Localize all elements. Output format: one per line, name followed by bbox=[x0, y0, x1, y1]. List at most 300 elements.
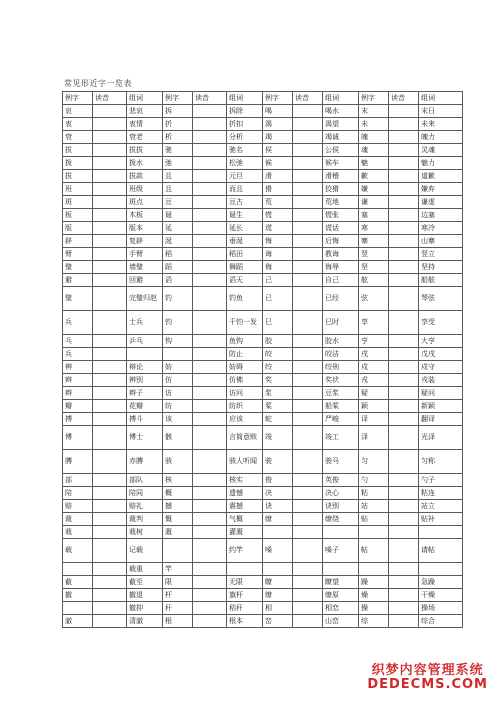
example-char-cell: 板 bbox=[63, 209, 93, 222]
pronunciation-cell bbox=[193, 450, 227, 474]
pronunciation-cell bbox=[93, 426, 127, 450]
example-char-cell: 根 bbox=[163, 615, 193, 628]
pronunciation-cell bbox=[293, 539, 323, 563]
word-example-cell: 奖状 bbox=[323, 374, 359, 387]
word-example-cell: 缭绕 bbox=[323, 513, 359, 526]
pronunciation-cell bbox=[293, 474, 323, 487]
example-char-cell: 谦 bbox=[359, 196, 389, 209]
table-row bbox=[63, 413, 463, 426]
pronunciation-cell bbox=[193, 235, 227, 248]
column-header: 组词 bbox=[227, 92, 263, 105]
example-char-cell: 未 bbox=[359, 118, 389, 131]
pronunciation-cell bbox=[389, 235, 419, 248]
example-char-cell: 谎 bbox=[263, 222, 293, 235]
example-char-cell: 侮 bbox=[263, 261, 293, 274]
pronunciation-cell bbox=[293, 183, 323, 196]
example-char-cell: 匀 bbox=[359, 450, 389, 474]
table-row bbox=[63, 335, 463, 348]
table-row bbox=[63, 487, 463, 500]
site-watermark bbox=[367, 664, 488, 693]
table-row bbox=[63, 144, 463, 157]
word-example-cell: 道歉 bbox=[419, 170, 463, 183]
table-row bbox=[63, 183, 463, 196]
pronunciation-cell bbox=[93, 274, 127, 287]
word-example-cell: 综合 bbox=[419, 615, 463, 628]
example-char-cell: 裁 bbox=[63, 513, 93, 526]
word-example-cell: 延长 bbox=[227, 222, 263, 235]
pronunciation-cell bbox=[293, 105, 323, 118]
word-example-cell: 边塞 bbox=[419, 209, 463, 222]
example-char-cell: 竣 bbox=[263, 426, 293, 450]
word-example-cell: 骏马 bbox=[323, 450, 359, 474]
word-example-cell: 嫌弃 bbox=[419, 183, 463, 196]
word-example-cell: 言简意赅 bbox=[227, 426, 263, 450]
pronunciation-cell bbox=[389, 602, 419, 615]
example-char-cell: 浆 bbox=[263, 387, 293, 400]
example-char-cell: 慌 bbox=[263, 209, 293, 222]
pronunciation-cell bbox=[93, 105, 127, 118]
word-example-cell: 震撼 bbox=[227, 500, 263, 513]
word-example-cell bbox=[323, 526, 359, 539]
word-example-cell: 拔拔 bbox=[127, 144, 163, 157]
word-example-cell: 后悔 bbox=[323, 235, 359, 248]
word-example-cell: 未来 bbox=[419, 118, 463, 131]
pronunciation-cell bbox=[293, 387, 323, 400]
pronunciation-cell bbox=[293, 131, 323, 144]
example-char-cell: 钧 bbox=[163, 311, 193, 335]
word-example-cell: 完璧归赵 bbox=[127, 287, 163, 311]
word-example-cell: 干燥 bbox=[419, 589, 463, 602]
word-example-cell: 山寨 bbox=[419, 235, 463, 248]
example-char-cell: 辫 bbox=[63, 387, 93, 400]
word-example-cell: 墙璧 bbox=[127, 261, 163, 274]
pronunciation-cell bbox=[293, 426, 323, 450]
word-example-cell: 鱼钩 bbox=[227, 335, 263, 348]
pronunciation-cell bbox=[193, 144, 227, 157]
column-header: 组词 bbox=[127, 92, 163, 105]
table-row bbox=[63, 261, 463, 274]
example-char-cell: 综 bbox=[359, 615, 389, 628]
pronunciation-cell bbox=[93, 374, 127, 387]
example-char-cell: 魄 bbox=[359, 131, 389, 144]
word-example-cell: 瞭望 bbox=[323, 576, 359, 589]
example-char-cell: 操 bbox=[359, 602, 389, 615]
table-row bbox=[63, 361, 463, 374]
word-example-cell: 请帖 bbox=[419, 539, 463, 563]
pronunciation-cell bbox=[293, 222, 323, 235]
table-row bbox=[63, 615, 463, 628]
column-header: 读音 bbox=[293, 92, 323, 105]
word-example-cell: 教诲 bbox=[323, 248, 359, 261]
example-char-cell: 弦 bbox=[359, 287, 389, 311]
pronunciation-cell bbox=[389, 209, 419, 222]
example-char-cell: 己 bbox=[263, 274, 293, 287]
example-char-cell: 慨 bbox=[163, 513, 193, 526]
word-example-cell: 翻译 bbox=[419, 413, 463, 426]
pronunciation-cell bbox=[93, 157, 127, 170]
pronunciation-cell bbox=[293, 400, 323, 413]
example-char-cell: 衰 bbox=[63, 131, 93, 144]
table-row bbox=[63, 500, 463, 513]
pronunciation-cell bbox=[93, 563, 127, 576]
word-example-cell: 舞蹈 bbox=[227, 261, 263, 274]
word-example-cell: 拔款 bbox=[127, 170, 163, 183]
word-example-cell: 灵魂 bbox=[419, 144, 463, 157]
word-example-cell: 回避 bbox=[127, 274, 163, 287]
word-example-cell bbox=[419, 563, 463, 576]
example-char-cell: 喝 bbox=[263, 105, 293, 118]
example-char-cell: 渴 bbox=[263, 118, 293, 131]
pronunciation-cell bbox=[193, 222, 227, 235]
pronunciation-cell bbox=[193, 526, 227, 539]
example-char-cell: 骏 bbox=[263, 450, 293, 474]
word-example-cell bbox=[323, 563, 359, 576]
column-header: 例字 bbox=[163, 92, 193, 105]
word-example-cell: 防止 bbox=[227, 348, 263, 361]
pronunciation-cell bbox=[293, 335, 323, 348]
word-example-cell: 赔礼 bbox=[127, 500, 163, 513]
example-char-cell: 钓 bbox=[163, 287, 193, 311]
pronunciation-cell bbox=[93, 131, 127, 144]
pronunciation-cell bbox=[389, 426, 419, 450]
pronunciation-cell bbox=[293, 170, 323, 183]
pronunciation-cell bbox=[293, 513, 323, 526]
example-char-cell: 陪 bbox=[63, 487, 93, 500]
word-example-cell: 气概 bbox=[227, 513, 263, 526]
watermark-title: 织梦内容管理系统 bbox=[371, 663, 484, 678]
table-body bbox=[63, 105, 463, 628]
table-row bbox=[63, 287, 463, 311]
word-example-cell: 疑问 bbox=[419, 387, 463, 400]
word-example-cell: 栽树 bbox=[127, 526, 163, 539]
pronunciation-cell bbox=[389, 274, 419, 287]
example-char-cell bbox=[163, 539, 193, 563]
example-char-cell: 璧 bbox=[63, 261, 93, 274]
example-char-cell: 栽 bbox=[63, 526, 93, 539]
pronunciation-cell bbox=[93, 513, 127, 526]
word-example-cell: 部队 bbox=[127, 474, 163, 487]
word-example-cell: 站立 bbox=[419, 500, 463, 513]
example-char-cell: 候 bbox=[263, 157, 293, 170]
word-example-cell: 衷情 bbox=[127, 118, 163, 131]
pronunciation-cell bbox=[93, 589, 127, 602]
word-example-cell: 公侯 bbox=[323, 144, 359, 157]
example-char-cell: 疑 bbox=[359, 387, 389, 400]
pronunciation-cell bbox=[389, 222, 419, 235]
example-char-cell: 博 bbox=[63, 426, 93, 450]
characters-table bbox=[62, 91, 463, 628]
word-example-cell: 纺织 bbox=[227, 400, 263, 413]
word-example-cell: 船桨 bbox=[323, 400, 359, 413]
word-example-cell: 博士 bbox=[127, 426, 163, 450]
word-example-cell: 严峻 bbox=[323, 413, 359, 426]
example-char-cell: 哀 bbox=[63, 105, 93, 118]
word-example-cell: 妨碍 bbox=[227, 361, 263, 374]
word-example-cell: 山峦 bbox=[323, 615, 359, 628]
example-char-cell: 诞 bbox=[163, 209, 193, 222]
example-char-cell: 仿 bbox=[163, 374, 193, 387]
example-char-cell: 荒 bbox=[263, 196, 293, 209]
pronunciation-cell bbox=[193, 576, 227, 589]
pronunciation-cell bbox=[93, 348, 127, 361]
example-char-cell: 兵 bbox=[63, 348, 93, 361]
word-example-cell: 粘连 bbox=[419, 487, 463, 500]
table-row bbox=[63, 474, 463, 487]
word-example-cell: 急躁 bbox=[419, 576, 463, 589]
example-char-cell: 魅 bbox=[359, 157, 389, 170]
word-example-cell: 巳时 bbox=[323, 311, 359, 335]
pronunciation-cell bbox=[193, 170, 227, 183]
example-char-cell: 班 bbox=[63, 183, 93, 196]
word-example-cell: 戎装 bbox=[419, 374, 463, 387]
example-char-cell: 辫 bbox=[63, 374, 93, 387]
example-char-cell: 侯 bbox=[263, 144, 293, 157]
example-char-cell: 译 bbox=[359, 413, 389, 426]
example-char-cell: 巳 bbox=[263, 311, 293, 335]
word-example-cell: 版本 bbox=[127, 222, 163, 235]
example-char-cell bbox=[163, 348, 193, 361]
pronunciation-cell bbox=[193, 248, 227, 261]
word-example-cell: 赤膊 bbox=[127, 450, 163, 474]
word-example-cell: 仿佛 bbox=[227, 374, 263, 387]
pronunciation-cell bbox=[93, 248, 127, 261]
pronunciation-cell bbox=[93, 261, 127, 274]
word-example-cell: 旗杆 bbox=[227, 589, 263, 602]
example-char-cell: 贴 bbox=[359, 513, 389, 526]
pronunciation-cell bbox=[93, 487, 127, 500]
example-char-cell: 杆 bbox=[163, 589, 193, 602]
example-char-cell: 塞 bbox=[359, 209, 389, 222]
pronunciation-cell bbox=[93, 576, 127, 589]
pronunciation-cell bbox=[389, 144, 419, 157]
word-example-cell: 坚持 bbox=[419, 261, 463, 274]
example-char-cell: 燥 bbox=[359, 589, 389, 602]
word-example-cell: 钓鱼 bbox=[227, 287, 263, 311]
word-example-cell: 亘古 bbox=[227, 196, 263, 209]
example-char-cell: 相 bbox=[263, 602, 293, 615]
word-example-cell: 松弛 bbox=[227, 157, 263, 170]
word-example-cell: 搏斗 bbox=[127, 413, 163, 426]
word-example-cell: 操场 bbox=[419, 602, 463, 615]
pronunciation-cell bbox=[389, 183, 419, 196]
example-char-cell: 躁 bbox=[359, 576, 389, 589]
word-example-cell: 决心 bbox=[323, 487, 359, 500]
example-char-cell: 戌 bbox=[359, 348, 389, 361]
pronunciation-cell bbox=[93, 474, 127, 487]
word-example-cell: 魅力 bbox=[419, 157, 463, 170]
word-example-cell: 复辟 bbox=[127, 235, 163, 248]
column-header: 读音 bbox=[193, 92, 227, 105]
word-example-cell: 谎话 bbox=[323, 222, 359, 235]
example-char-cell: 站 bbox=[359, 500, 389, 513]
table-row bbox=[63, 209, 463, 222]
page-title: 常见形近字一览表 bbox=[64, 79, 132, 88]
pronunciation-cell bbox=[293, 450, 323, 474]
pronunciation-cell bbox=[293, 361, 323, 374]
example-char-cell bbox=[63, 602, 93, 615]
pronunciation-cell bbox=[389, 374, 419, 387]
example-char-cell: 滔 bbox=[163, 274, 193, 287]
example-char-cell: 稻 bbox=[163, 248, 193, 261]
pronunciation-cell bbox=[389, 526, 419, 539]
word-example-cell: 骇人听闻 bbox=[227, 450, 263, 474]
word-example-cell: 辩论 bbox=[127, 361, 163, 374]
word-example-cell: 载重 bbox=[127, 563, 163, 576]
table-row bbox=[63, 450, 463, 474]
word-example-cell: 撤退 bbox=[127, 589, 163, 602]
word-example-cell bbox=[419, 526, 463, 539]
table-row bbox=[63, 222, 463, 235]
pronunciation-cell bbox=[389, 450, 419, 474]
word-example-cell: 清澈 bbox=[127, 615, 163, 628]
pronunciation-cell bbox=[293, 274, 323, 287]
pronunciation-cell bbox=[293, 589, 323, 602]
word-example-cell: 匀称 bbox=[419, 450, 463, 474]
table-row bbox=[63, 400, 463, 413]
pronunciation-cell bbox=[93, 450, 127, 474]
word-example-cell bbox=[127, 348, 163, 361]
word-example-cell: 花瓣 bbox=[127, 400, 163, 413]
word-example-cell: 辫子 bbox=[127, 387, 163, 400]
example-char-cell: 嫌 bbox=[359, 183, 389, 196]
example-char-cell: 该 bbox=[163, 413, 193, 426]
word-example-cell: 撤抑 bbox=[127, 602, 163, 615]
pronunciation-cell bbox=[389, 311, 419, 335]
pronunciation-cell bbox=[389, 361, 419, 374]
pronunciation-cell bbox=[193, 261, 227, 274]
example-char-cell: 寨 bbox=[359, 235, 389, 248]
word-example-cell: 乒乓 bbox=[127, 335, 163, 348]
pronunciation-cell bbox=[293, 196, 323, 209]
pronunciation-cell bbox=[193, 563, 227, 576]
example-char-cell: 臂 bbox=[63, 248, 93, 261]
example-char-cell: 末 bbox=[359, 105, 389, 118]
word-example-cell: 拆除 bbox=[227, 105, 263, 118]
pronunciation-cell bbox=[293, 261, 323, 274]
word-example-cell: 勺子 bbox=[419, 474, 463, 487]
pronunciation-cell bbox=[293, 348, 323, 361]
word-example-cell: 裁判 bbox=[127, 513, 163, 526]
pronunciation-cell bbox=[193, 426, 227, 450]
table-row bbox=[63, 387, 463, 400]
pronunciation-cell bbox=[389, 118, 419, 131]
example-char-cell: 蹈 bbox=[163, 261, 193, 274]
pronunciation-cell bbox=[193, 615, 227, 628]
pronunciation-cell bbox=[293, 500, 323, 513]
word-example-cell: 末日 bbox=[419, 105, 463, 118]
pronunciation-cell bbox=[93, 183, 127, 196]
example-char-cell: 乓 bbox=[63, 335, 93, 348]
example-char-cell: 粘 bbox=[359, 487, 389, 500]
example-char-cell: 舷 bbox=[359, 274, 389, 287]
pronunciation-cell bbox=[293, 118, 323, 131]
pronunciation-cell bbox=[193, 209, 227, 222]
example-char-cell: 辨 bbox=[63, 361, 93, 374]
example-char-cell: 部 bbox=[63, 474, 93, 487]
example-char-cell: 钩 bbox=[163, 335, 193, 348]
word-example-cell: 截至 bbox=[127, 576, 163, 589]
example-char-cell: 弛 bbox=[163, 157, 193, 170]
pronunciation-cell bbox=[193, 602, 227, 615]
word-example-cell: 班级 bbox=[127, 183, 163, 196]
word-example-cell: 缭原 bbox=[323, 589, 359, 602]
word-example-cell: 嗓子 bbox=[323, 539, 359, 563]
pronunciation-cell bbox=[293, 413, 323, 426]
word-example-cell: 英俊 bbox=[323, 474, 359, 487]
example-char-cell: 纺 bbox=[163, 400, 193, 413]
table-row bbox=[63, 248, 463, 261]
word-example-cell: 稻田 bbox=[227, 248, 263, 261]
pronunciation-cell bbox=[389, 387, 419, 400]
pronunciation-cell bbox=[293, 526, 323, 539]
pronunciation-cell bbox=[193, 287, 227, 311]
word-example-cell: 贴补 bbox=[419, 513, 463, 526]
pronunciation-cell bbox=[293, 487, 323, 500]
word-example-cell bbox=[227, 563, 263, 576]
table-row bbox=[63, 426, 463, 450]
pronunciation-cell bbox=[293, 615, 323, 628]
pronunciation-cell bbox=[93, 400, 127, 413]
example-char-cell bbox=[63, 563, 93, 576]
example-char-cell: 帖 bbox=[359, 539, 389, 563]
pronunciation-cell bbox=[293, 209, 323, 222]
example-char-cell: 涎 bbox=[163, 235, 193, 248]
pronunciation-cell bbox=[389, 474, 419, 487]
pronunciation-cell bbox=[93, 209, 127, 222]
pronunciation-cell bbox=[389, 513, 419, 526]
word-example-cell: 斑点 bbox=[127, 196, 163, 209]
word-example-cell: 滑稽 bbox=[323, 170, 359, 183]
pronunciation-cell bbox=[193, 118, 227, 131]
pronunciation-cell bbox=[389, 400, 419, 413]
example-char-cell: 滑 bbox=[263, 170, 293, 183]
word-example-cell: 享受 bbox=[419, 311, 463, 335]
example-char-cell: 悔 bbox=[263, 235, 293, 248]
example-char-cell: 拆 bbox=[163, 105, 193, 118]
column-header: 读音 bbox=[389, 92, 419, 105]
word-example-cell: 诞生 bbox=[227, 209, 263, 222]
example-char-cell: 奖 bbox=[263, 374, 293, 387]
pronunciation-cell bbox=[389, 196, 419, 209]
column-header: 组词 bbox=[419, 92, 463, 105]
word-example-cell: 衰老 bbox=[127, 131, 163, 144]
table-row bbox=[63, 374, 463, 387]
pronunciation-cell bbox=[193, 500, 227, 513]
example-char-cell: 截 bbox=[63, 576, 93, 589]
example-char-cell: 拔 bbox=[63, 144, 93, 157]
pronunciation-cell bbox=[193, 348, 227, 361]
pronunciation-cell bbox=[293, 287, 323, 311]
example-char-cell: 竿 bbox=[163, 563, 193, 576]
pronunciation-cell bbox=[389, 170, 419, 183]
pronunciation-cell bbox=[93, 170, 127, 183]
example-char-cell: 澈 bbox=[63, 615, 93, 628]
table-row bbox=[63, 311, 463, 335]
pronunciation-cell bbox=[93, 361, 127, 374]
table-row bbox=[63, 563, 463, 576]
pronunciation-cell bbox=[389, 615, 419, 628]
example-char-cell: 拨 bbox=[63, 157, 93, 170]
word-example-cell: 分析 bbox=[227, 131, 263, 144]
word-example-cell: 已经 bbox=[323, 287, 359, 311]
column-header: 例字 bbox=[359, 92, 389, 105]
example-char-cell: 戍 bbox=[359, 361, 389, 374]
word-example-cell: 陪同 bbox=[127, 487, 163, 500]
example-char-cell: 猾 bbox=[263, 183, 293, 196]
word-example-cell: 船舷 bbox=[419, 274, 463, 287]
example-char-cell: 魂 bbox=[359, 144, 389, 157]
example-char-cell: 析 bbox=[163, 131, 193, 144]
